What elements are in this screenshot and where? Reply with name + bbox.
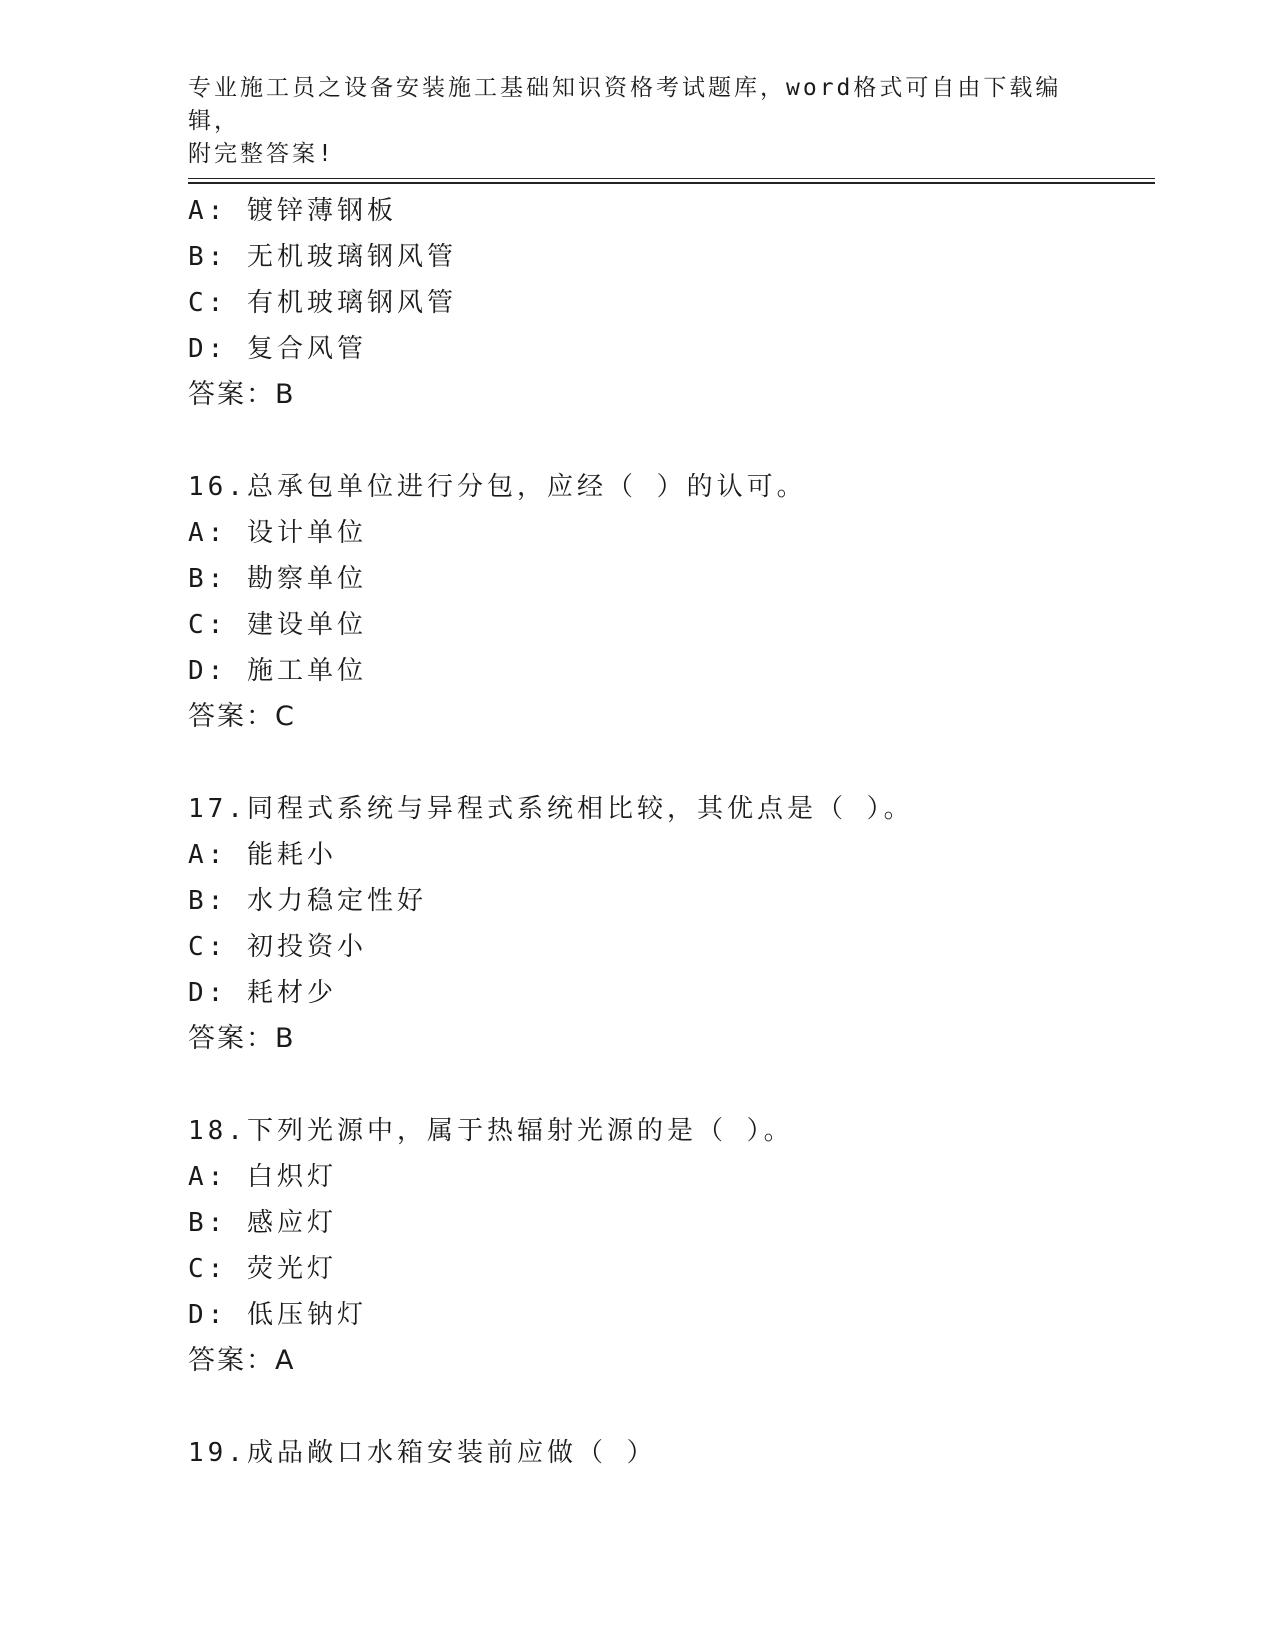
spacer [188, 1062, 1148, 1108]
option-b: B: 感应灯 [188, 1208, 337, 1238]
question-15 [188, 188, 1148, 418]
option-b: B: 无机玻璃钢风管 [188, 242, 457, 272]
option-c: C: 初投资小 [188, 932, 367, 962]
option-a: A: 白炽灯 [188, 1162, 337, 1192]
option-c: C: 有机玻璃钢风管 [188, 288, 457, 318]
option-b: B: 勘察单位 [188, 564, 367, 594]
question-stem: 16.总承包单位进行分包，应经（ ）的认可。 [188, 472, 807, 502]
document-header [188, 72, 1088, 171]
spacer [188, 418, 1148, 464]
option-d: D: 复合风管 [188, 334, 367, 364]
header-line-2: 附完整答案! [188, 141, 335, 167]
question-stem: 18.下列光源中，属于热辐射光源的是（ ）。 [188, 1116, 794, 1146]
question-list [188, 188, 1148, 1476]
answer: 答案：A [188, 1345, 296, 1376]
option-a: A: 设计单位 [188, 518, 367, 548]
question-18 [188, 1108, 1148, 1384]
question-stem: 17.同程式系统与异程式系统相比较，其优点是（ ）。 [188, 794, 914, 824]
option-b: B: 水力稳定性好 [188, 886, 427, 916]
answer: 答案：B [188, 1023, 296, 1054]
option-a: A: 镀锌薄钢板 [188, 196, 397, 226]
header-divider-thin [188, 178, 1155, 179]
header-line-1: 专业施工员之设备安装施工基础知识资格考试题库，word格式可自由下载编辑， [188, 75, 1062, 134]
question-stem: 19.成品敞口水箱安装前应做（ ） [188, 1438, 657, 1468]
option-d: D: 耗材少 [188, 978, 337, 1008]
option-d: D: 低压钠灯 [188, 1300, 367, 1330]
option-c: C: 建设单位 [188, 610, 367, 640]
option-a: A: 能耗小 [188, 840, 337, 870]
answer: 答案：C [188, 701, 296, 732]
option-c: C: 荧光灯 [188, 1254, 337, 1284]
header-divider-thick [188, 182, 1155, 184]
question-17 [188, 786, 1148, 1062]
question-19 [188, 1430, 1148, 1476]
option-d: D: 施工单位 [188, 656, 367, 686]
answer: 答案：B [188, 379, 296, 410]
question-16 [188, 464, 1148, 740]
spacer [188, 1384, 1148, 1430]
spacer [188, 740, 1148, 786]
